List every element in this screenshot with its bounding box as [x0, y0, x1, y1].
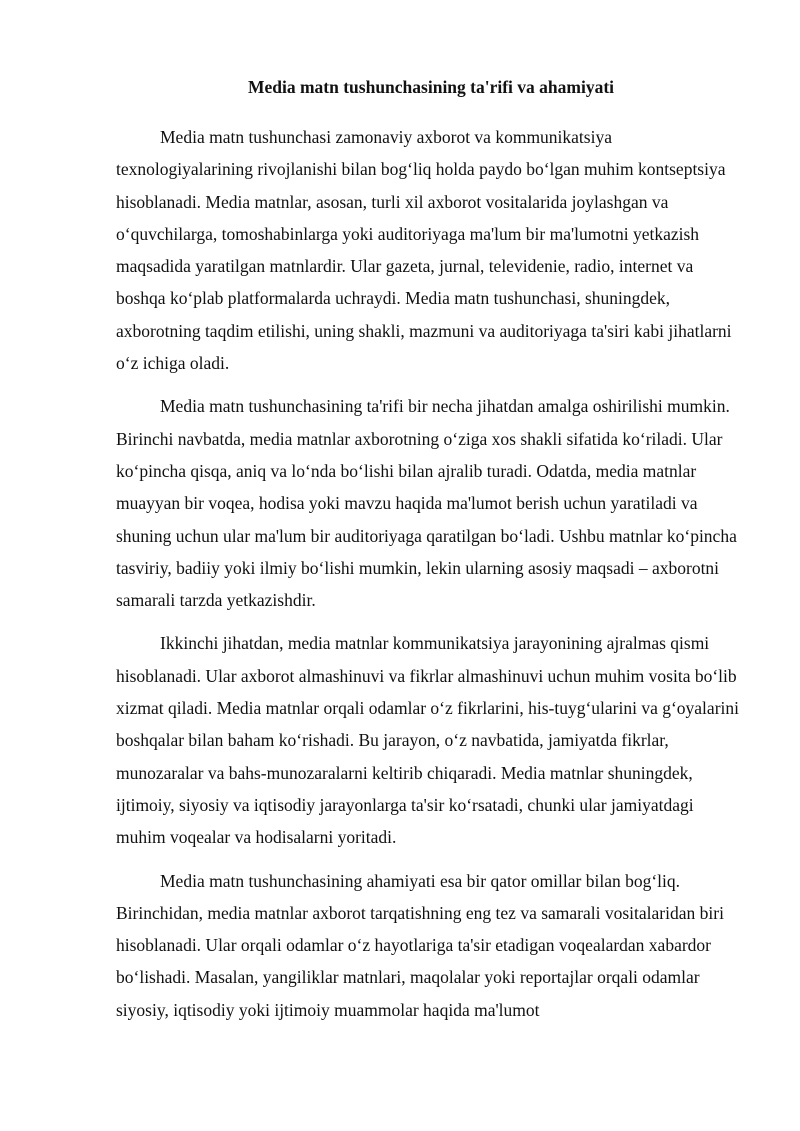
paragraph-1: Media matn tushunchasi zamonaviy axborot va kommunikatsiya texnologiyalarining rivojlanishi bilan bog‘liq holda paydo bo‘lgan muhim kontseptsiya hisoblanadi. Media matnlar, asosan, turli xil axborot vositalarida joylashgan va o‘quvchilarga, tomoshabinlarga yoki auditoriyaga ma'lum bir ma'lumotni yetkazish maqsadida yaratilgan matnlardir. Ular gazeta, jurnal, televidenie, radio, internet va boshqa ko‘plab platformalarda uchraydi. Media matn tushunchasi, shuningdek, axborotning taqdim etilishi, uning shakli, mazmuni va auditoriyaga ta'siri kabi jihatlarni o‘z ichiga oladi. [116, 127, 732, 374]
paragraph-4: Media matn tushunchasining ahamiyati esa bir qator omillar bilan bog‘liq. Birinchidan, media matnlar axborot tarqatishning eng tez va samarali vositalaridan biri hisoblanadi. Ular orqali odamlar o‘z hayotlariga ta'sir etadigan voqealardan xabardor bo‘lishadi. Masalan, yangiliklar matnlari, maqolalar yoki reportajlar orqali odamlar siyosiy, iqtisodiy yoki ijtimoiy muammolar haqida ma'lumot [116, 870, 724, 1020]
paragraph-2: Media matn tushunchasining ta'rifi bir necha jihatdan amalga oshirilishi mumkin. Birinchi navbatda, media matnlar axborotning o‘ziga xos shakli sifatida ko‘riladi. Ular ko‘pincha qisqa, aniq va lo‘nda bo‘lishi bilan ajralib turadi. Odatda, media matnlar muayyan bir voqea, hodisa yoki mavzu haqida ma'lumot berish uchun yaratiladi va shuning uchun ular ma'lum bir auditoriyaga qaratilgan bo‘ladi. Ushbu matnlar ko‘pincha tasviriy, badiiy yoki ilmiy bo‘lishi mumkin, lekin ularning asosiy maqsadi – axborotni samarali tarzda yetkazishdir. [116, 396, 737, 611]
paragraph-3: Ikkinchi jihatdan, media matnlar kommunikatsiya jarayonining ajralmas qismi hisoblanadi. Ular axborot almashinuvi va fikrlar almashinuvi uchun muhim vosita bo‘lib xizmat qiladi. Media matnlar orqali odamlar o‘z fikrlarini, his-tuyg‘ularini va g‘oyalarini boshqalar bilan baham ko‘rishadi. Bu jarayon, o‘z navbatida, jamiyatda fikrlar, munozaralar va bahs-munozaralarni keltirib chiqaradi. Media matnlar shuningdek, ijtimoiy, siyosiy va iqtisodiy jarayonlarga ta'sir ko‘rsatadi, chunki ular jamiyatdagi muhim voqealar va hodisalarni yoritadi. [116, 633, 739, 848]
document-title: Media matn tushunchasining ta'rifi va ahamiyati [247, 77, 615, 97]
